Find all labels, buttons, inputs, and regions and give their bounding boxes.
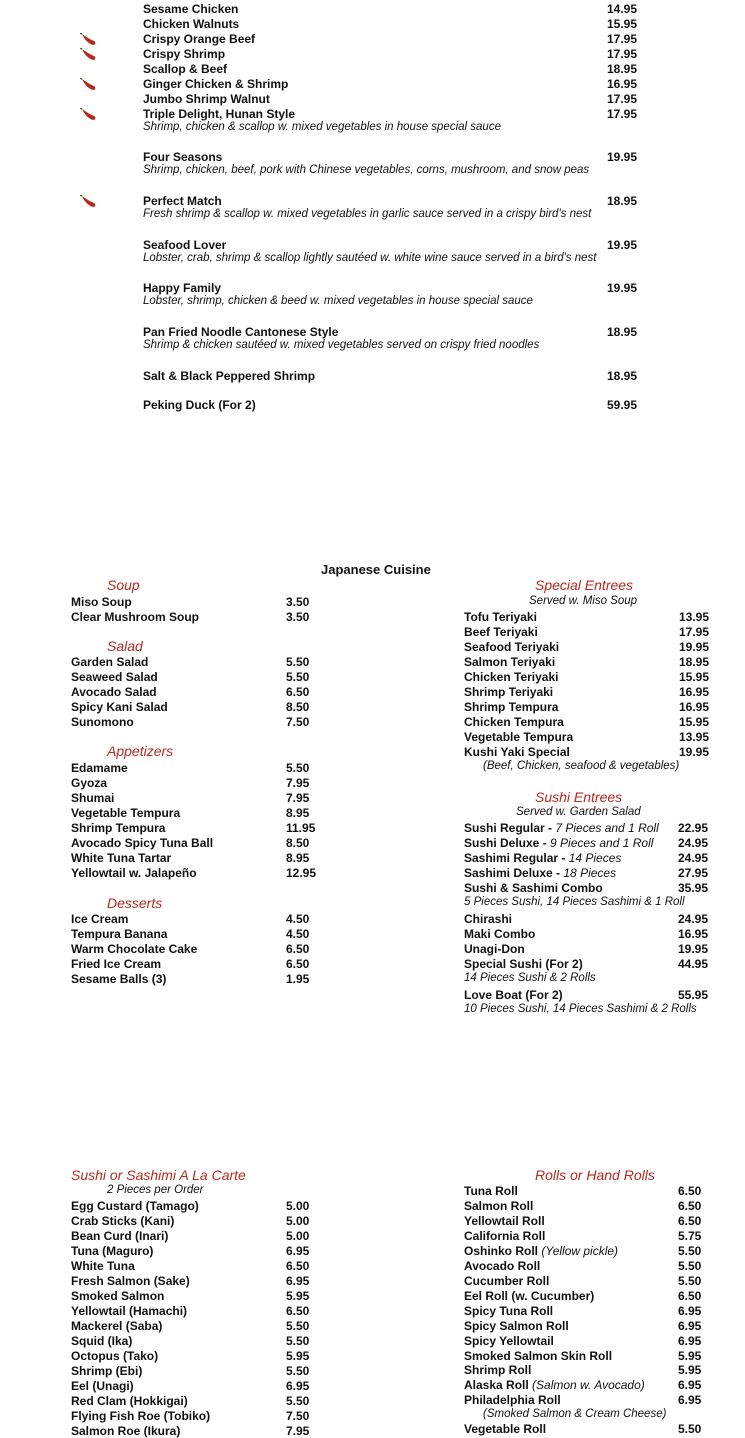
menu-item-name bbox=[464, 1199, 533, 1213]
menu-item-price: 27.95 bbox=[678, 866, 709, 880]
menu-item-price: 55.95 bbox=[678, 988, 709, 1002]
category-heading: Salad bbox=[107, 638, 143, 654]
menu-item-name bbox=[464, 1289, 594, 1303]
menu-item-label: Sashimi Deluxe - bbox=[464, 866, 561, 880]
menu-item-price: 7.95 bbox=[286, 776, 310, 790]
menu-item-price: 6.50 bbox=[286, 1259, 310, 1273]
menu-item-price: 17.95 bbox=[607, 107, 638, 121]
menu-item-price: 6.95 bbox=[678, 1319, 702, 1333]
menu-item-name: Avocado Spicy Tuna Ball bbox=[71, 836, 214, 850]
menu-item-name bbox=[464, 1319, 569, 1333]
menu-item-name bbox=[464, 836, 653, 850]
menu-item-name: Fresh Salmon (Sake) bbox=[71, 1274, 190, 1288]
menu-item-name: Sesame Chicken bbox=[143, 2, 239, 16]
chili-pepper-icon bbox=[80, 108, 98, 122]
menu-item-price: 6.95 bbox=[678, 1393, 702, 1407]
menu-item-price: 15.95 bbox=[607, 17, 638, 31]
menu-item-price: 5.50 bbox=[678, 1259, 702, 1273]
menu-item-name: Maki Combo bbox=[464, 927, 536, 941]
menu-item-name bbox=[464, 1184, 518, 1198]
menu-item-price: 5.50 bbox=[286, 1319, 310, 1333]
menu-item-price: 17.95 bbox=[607, 32, 638, 46]
menu-item-price: 6.50 bbox=[286, 942, 310, 956]
menu-item-label: Spicy Yellowtail bbox=[464, 1334, 554, 1348]
menu-item-name: Octopus (Tako) bbox=[71, 1349, 159, 1363]
menu-item-name bbox=[464, 1393, 561, 1407]
menu-item-name bbox=[464, 1244, 618, 1258]
menu-item-name: Seafood Lover bbox=[143, 238, 227, 252]
menu-item-price: 16.95 bbox=[607, 77, 638, 91]
menu-item-name: Eel (Unagi) bbox=[71, 1379, 134, 1393]
menu-item-price: 18.95 bbox=[607, 369, 638, 383]
menu-item-name: Vegetable Tempura bbox=[71, 806, 181, 820]
menu-item-price: 17.95 bbox=[607, 92, 638, 106]
menu-item-name: Special Sushi (For 2) bbox=[464, 957, 583, 971]
menu-item-name: Miso Soup bbox=[71, 595, 132, 609]
menu-item-name: Pan Fried Noodle Cantonese Style bbox=[143, 325, 339, 339]
menu-item-name: Shrimp Tempura bbox=[71, 821, 166, 835]
menu-item-detail: 9 Pieces and 1 Roll bbox=[546, 836, 654, 850]
menu-item-price: 14.95 bbox=[607, 2, 638, 16]
menu-item-name: Salmon Roe (Ikura) bbox=[71, 1424, 181, 1438]
menu-item-label: Tuna Roll bbox=[464, 1184, 518, 1198]
menu-item-name: Warm Chocolate Cake bbox=[71, 942, 198, 956]
menu-item-price: 7.95 bbox=[286, 1424, 310, 1438]
menu-item-price: 1.95 bbox=[286, 972, 310, 986]
menu-item-label: Shrimp Roll bbox=[464, 1363, 532, 1377]
menu-item-price: 5.50 bbox=[678, 1422, 702, 1436]
menu-item-name: Ginger Chicken & Shrimp bbox=[143, 77, 289, 91]
menu-item-name: Chicken Walnuts bbox=[143, 17, 240, 31]
chili-pepper-icon bbox=[80, 33, 98, 47]
menu-item-price: 6.50 bbox=[286, 685, 310, 699]
menu-item-name bbox=[464, 1378, 645, 1392]
menu-item-label: Philadelphia Roll bbox=[464, 1393, 561, 1407]
menu-item-name: Crispy Orange Beef bbox=[143, 32, 256, 46]
menu-item-label: Sushi Regular - bbox=[464, 821, 553, 835]
menu-item-name bbox=[464, 1349, 612, 1363]
menu-item-label: California Roll bbox=[464, 1229, 546, 1243]
menu-item-price: 7.50 bbox=[286, 1409, 310, 1423]
category-heading: Desserts bbox=[107, 895, 163, 911]
menu-item-price: 4.50 bbox=[286, 912, 310, 926]
menu-item-price: 3.50 bbox=[286, 610, 310, 624]
menu-item-name: Jumbo Shrimp Walnut bbox=[143, 92, 270, 106]
menu-item-name bbox=[464, 1274, 549, 1288]
menu-item-price: 8.50 bbox=[286, 836, 310, 850]
menu-item-name bbox=[464, 1334, 554, 1348]
menu-item-price: 19.95 bbox=[607, 238, 638, 252]
category-heading: Sushi Entrees bbox=[535, 789, 623, 805]
menu-item-price: 5.50 bbox=[286, 1394, 310, 1408]
menu-item-name: Salt & Black Peppered Shrimp bbox=[143, 369, 316, 383]
menu-item-label: Salmon Roll bbox=[464, 1199, 534, 1213]
menu-item-description: 14 Pieces Sushi & 2 Rolls bbox=[464, 972, 596, 984]
menu-item-name: Peking Duck (For 2) bbox=[143, 398, 256, 412]
category-heading: Soup bbox=[107, 577, 140, 593]
menu-item-price: 5.50 bbox=[286, 1364, 310, 1378]
menu-item-detail: (Yellow pickle) bbox=[538, 1244, 619, 1258]
menu-item-label: Spicy Tuna Roll bbox=[464, 1304, 554, 1318]
menu-item-price: 59.95 bbox=[607, 398, 638, 412]
menu-item-label: Yellowtail Roll bbox=[464, 1214, 545, 1228]
menu-item-price: 6.95 bbox=[678, 1378, 702, 1392]
menu-item-price: 11.95 bbox=[286, 821, 316, 835]
menu-item-price: 5.95 bbox=[678, 1349, 702, 1363]
menu-item-name: Chicken Teriyaki bbox=[464, 670, 559, 684]
menu-item-price: 4.50 bbox=[286, 927, 310, 941]
menu-item-name bbox=[464, 851, 621, 865]
menu-item-name: Sesame Balls (3) bbox=[71, 972, 167, 986]
menu-item-name: Squid (Ika) bbox=[71, 1334, 133, 1348]
menu-item-description: (Beef, Chicken, seafood & vegetables) bbox=[483, 760, 680, 772]
menu-item-name: Seafood Teriyaki bbox=[464, 640, 560, 654]
menu-item-price: 5.50 bbox=[286, 1334, 310, 1348]
menu-item-name: Egg Custard (Tamago) bbox=[71, 1199, 199, 1213]
menu-item-price: 5.95 bbox=[286, 1349, 310, 1363]
menu-item-price: 35.95 bbox=[678, 881, 709, 895]
menu-item-label: Sashimi Regular - bbox=[464, 851, 566, 865]
menu-item-name: Chicken Tempura bbox=[464, 715, 564, 729]
menu-item-price: 5.75 bbox=[678, 1229, 702, 1243]
menu-item-label: Spicy Salmon Roll bbox=[464, 1319, 569, 1333]
menu-item-price: 22.95 bbox=[678, 821, 709, 835]
chili-pepper-icon bbox=[80, 78, 98, 92]
menu-item-name: Sunomono bbox=[71, 715, 134, 729]
menu-item-description: Shrimp & chicken sautéed w. mixed vegetables served on crispy fried noodles bbox=[143, 339, 540, 351]
menu-item-price: 18.95 bbox=[679, 655, 710, 669]
menu-item-name bbox=[464, 866, 616, 880]
menu-item-name bbox=[464, 1304, 553, 1318]
menu-item-label: Avocado Roll bbox=[464, 1259, 541, 1273]
menu-item-name: White Tuna Tartar bbox=[71, 851, 172, 865]
menu-item-name: Tofu Teriyaki bbox=[464, 610, 537, 624]
menu-item-price: 44.95 bbox=[678, 957, 709, 971]
menu-item-price: 24.95 bbox=[678, 851, 709, 865]
menu-item-price: 18.95 bbox=[607, 62, 638, 76]
menu-item-name: Spicy Kani Salad bbox=[71, 700, 168, 714]
menu-item-price: 19.95 bbox=[679, 640, 710, 654]
menu-item-price: 6.50 bbox=[678, 1199, 702, 1213]
menu-item-price: 6.95 bbox=[286, 1244, 310, 1258]
menu-item-price: 24.95 bbox=[678, 836, 709, 850]
menu-item-price: 13.95 bbox=[679, 610, 710, 624]
menu-item-name: Edamame bbox=[71, 761, 128, 775]
category-note: Served w. Garden Salad bbox=[516, 806, 641, 818]
menu-item-price: 16.95 bbox=[679, 685, 710, 699]
menu-item-description: 5 Pieces Sushi, 14 Pieces Sashimi & 1 Roll bbox=[464, 896, 685, 908]
menu-item-name: Ice Cream bbox=[71, 912, 129, 926]
menu-item-label: Oshinko Roll bbox=[464, 1244, 539, 1258]
menu-item-price: 6.50 bbox=[286, 957, 310, 971]
menu-item-name: Red Clam (Hokkigai) bbox=[71, 1394, 188, 1408]
menu-item-name: Yellowtail (Hamachi) bbox=[71, 1304, 188, 1318]
menu-item-price: 18.95 bbox=[607, 194, 638, 208]
menu-item-detail: 18 Pieces bbox=[560, 866, 617, 880]
menu-item-name: Flying Fish Roe (Tobiko) bbox=[71, 1409, 211, 1423]
menu-item-name: Crab Sticks (Kani) bbox=[71, 1214, 175, 1228]
menu-item-name bbox=[464, 821, 659, 835]
menu-item-name: Yellowtail w. Jalapeño bbox=[71, 866, 197, 880]
chili-pepper-icon bbox=[80, 195, 98, 209]
menu-item-description: Fresh shrimp & scallop w. mixed vegetables in garlic sauce served in a crispy bird's nest bbox=[143, 208, 592, 220]
menu-item-name: Fried Ice Cream bbox=[71, 957, 162, 971]
menu-item-price: 5.95 bbox=[678, 1363, 702, 1377]
menu-item-price: 16.95 bbox=[678, 927, 709, 941]
menu-item-price: 7.95 bbox=[286, 791, 310, 805]
menu-item-description: 10 Pieces Sushi, 14 Pieces Sashimi & 2 Rolls bbox=[464, 1003, 697, 1015]
menu-item-name: Gyoza bbox=[71, 776, 108, 790]
menu-item-price: 13.95 bbox=[679, 730, 710, 744]
menu-item-name: Chirashi bbox=[464, 912, 513, 926]
menu-item-name: Bean Curd (Inari) bbox=[71, 1229, 169, 1243]
menu-item-name: Four Seasons bbox=[143, 150, 223, 164]
menu-item-price: 19.95 bbox=[679, 745, 710, 759]
menu-item-name: Clear Mushroom Soup bbox=[71, 610, 200, 624]
menu-item-name: Tempura Banana bbox=[71, 927, 168, 941]
chili-pepper-icon bbox=[80, 48, 98, 62]
menu-item-label: Smoked Salmon Skin Roll bbox=[464, 1349, 613, 1363]
menu-item-name bbox=[464, 1214, 545, 1228]
menu-item-name: Shrimp Tempura bbox=[464, 700, 559, 714]
menu-item-label: Sushi Deluxe - bbox=[464, 836, 547, 850]
menu-item-price: 5.50 bbox=[286, 761, 310, 775]
menu-item-name: Sushi & Sashimi Combo bbox=[464, 881, 603, 895]
menu-item-price: 5.50 bbox=[678, 1244, 702, 1258]
menu-item-price: 18.95 bbox=[607, 325, 638, 339]
menu-item-name: Shumai bbox=[71, 791, 115, 805]
menu-item-detail: (Salmon w. Avocado) bbox=[528, 1378, 645, 1392]
menu-item-name: Seaweed Salad bbox=[71, 670, 158, 684]
menu-item-price: 6.95 bbox=[678, 1334, 702, 1348]
menu-item-price: 17.95 bbox=[607, 47, 638, 61]
menu-item-name: Mackerel (Saba) bbox=[71, 1319, 163, 1333]
menu-item-price: 6.50 bbox=[286, 1304, 310, 1318]
category-heading: Sushi or Sashimi A La Carte bbox=[71, 1167, 246, 1183]
menu-item-description: Shrimp, chicken, beef, pork with Chinese vegetables, corns, mushroom, and snow peas bbox=[143, 164, 590, 176]
menu-item-name: Perfect Match bbox=[143, 194, 222, 208]
menu-item-price: 7.50 bbox=[286, 715, 310, 729]
menu-item-price: 8.50 bbox=[286, 700, 310, 714]
menu-item-name: Smoked Salmon bbox=[71, 1289, 165, 1303]
category-heading: Appetizers bbox=[107, 743, 174, 759]
menu-item-price: 3.50 bbox=[286, 595, 310, 609]
menu-item-detail: 7 Pieces and 1 Roll bbox=[552, 821, 659, 835]
menu-item-name: Scallop & Beef bbox=[143, 62, 228, 76]
menu-item-label: Alaska Roll bbox=[464, 1378, 529, 1392]
menu-item-name: Shrimp (Ebi) bbox=[71, 1364, 143, 1378]
menu-item-price: 6.50 bbox=[678, 1184, 702, 1198]
menu-item-price: 16.95 bbox=[679, 700, 710, 714]
menu-item-name: Vegetable Tempura bbox=[464, 730, 574, 744]
menu-item-price: 5.50 bbox=[286, 655, 310, 669]
menu-item-price: 8.95 bbox=[286, 851, 310, 865]
menu-item-name: Love Boat (For 2) bbox=[464, 988, 563, 1002]
menu-item-price: 19.95 bbox=[607, 281, 638, 295]
menu-item-name: Tuna (Maguro) bbox=[71, 1244, 154, 1258]
menu-item-price: 6.50 bbox=[678, 1289, 702, 1303]
menu-item-price: 24.95 bbox=[678, 912, 709, 926]
category-heading: Special Entrees bbox=[535, 577, 634, 593]
menu-item-detail: 14 Pieces bbox=[565, 851, 622, 865]
menu-item-price: 19.95 bbox=[678, 942, 709, 956]
menu-item-name: Garden Salad bbox=[71, 655, 149, 669]
menu-item-price: 5.95 bbox=[286, 1289, 310, 1303]
menu-item-name: Salmon Teriyaki bbox=[464, 655, 556, 669]
menu-item-price: 5.00 bbox=[286, 1214, 310, 1228]
menu-item-description: Shrimp, chicken & scallop w. mixed vegetables in house special sauce bbox=[143, 121, 501, 133]
menu-item-label: Cucumber Roll bbox=[464, 1274, 550, 1288]
menu-item-name: Crispy Shrimp bbox=[143, 47, 226, 61]
menu-item-price: 15.95 bbox=[679, 670, 710, 684]
menu-item-name: Beef Teriyaki bbox=[464, 625, 538, 639]
menu-item-price: 19.95 bbox=[607, 150, 638, 164]
category-heading: Rolls or Hand Rolls bbox=[535, 1167, 655, 1183]
menu-item-price: 6.95 bbox=[678, 1304, 702, 1318]
menu-item-price: 17.95 bbox=[679, 625, 710, 639]
menu-item-price: 5.00 bbox=[286, 1229, 310, 1243]
menu-item-price: 5.00 bbox=[286, 1199, 310, 1213]
section-title: Japanese Cuisine bbox=[321, 562, 431, 577]
menu-item-name bbox=[464, 1229, 545, 1243]
menu-item-name: White Tuna bbox=[71, 1259, 135, 1273]
menu-item-price: 5.50 bbox=[678, 1274, 702, 1288]
menu-item-price: 6.95 bbox=[286, 1379, 310, 1393]
menu-item-price: 6.50 bbox=[678, 1214, 702, 1228]
menu-item-name: Triple Delight, Hunan Style bbox=[143, 107, 296, 121]
menu-item-description: (Smoked Salmon & Cream Cheese) bbox=[483, 1408, 667, 1420]
menu-item-name bbox=[464, 1363, 531, 1377]
menu-item-name: Kushi Yaki Special bbox=[464, 745, 570, 759]
menu-item-name: Shrimp Teriyaki bbox=[464, 685, 554, 699]
menu-item-name: Happy Family bbox=[143, 281, 222, 295]
menu-item-price: 5.50 bbox=[286, 670, 310, 684]
menu-item-name bbox=[464, 1259, 540, 1273]
menu-item-description: Lobster, crab, shrimp & scallop lightly sautéed w. white wine sauce served in a bird's nest bbox=[143, 252, 597, 264]
category-note: 2 Pieces per Order bbox=[107, 1184, 204, 1196]
menu-item-price: 6.95 bbox=[286, 1274, 310, 1288]
menu-item-name: Unagi-Don bbox=[464, 942, 525, 956]
category-note: Served w. Miso Soup bbox=[529, 595, 638, 607]
menu-item-name: Avocado Salad bbox=[71, 685, 157, 699]
menu-item-price: 8.95 bbox=[286, 806, 310, 820]
menu-item-price: 15.95 bbox=[679, 715, 710, 729]
menu-item-label: Eel Roll (w. Cucumber) bbox=[464, 1289, 595, 1303]
menu-item-label: Vegetable Roll bbox=[464, 1422, 547, 1436]
menu-item-description: Lobster, shrimp, chicken & beed w. mixed vegetables in house special sauce bbox=[143, 295, 533, 307]
menu-item-price: 12.95 bbox=[286, 866, 317, 880]
